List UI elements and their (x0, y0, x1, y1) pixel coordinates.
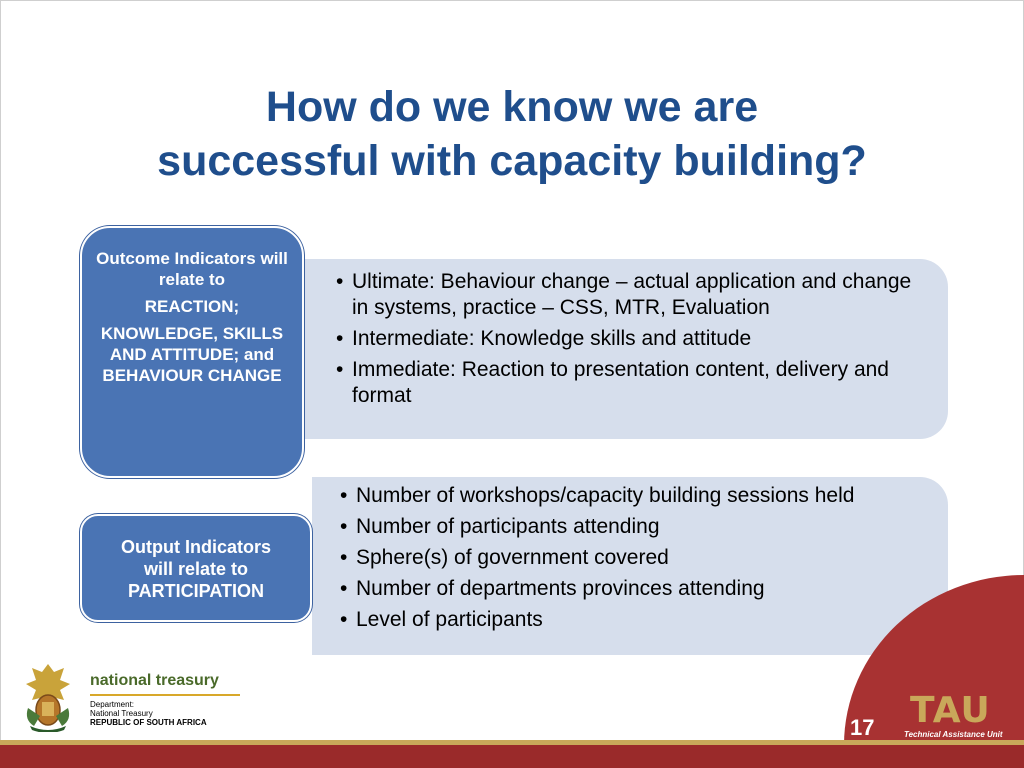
output-bullet-participants: • Number of participants attending (340, 515, 660, 538)
outcome-label-line-1: Outcome Indicators will relate to (96, 249, 288, 289)
output-bullet-workshops: • Number of workshops/capacity building sessions held (340, 484, 855, 507)
outcome-bullet-ultimate: • Ultimate: Behaviour change – actual application and change in systems, practice – CSS, MTR, Evaluation (336, 270, 912, 319)
output-indicators-label (80, 514, 312, 622)
outcome-bullets-box (220, 259, 948, 439)
department-text: Department: National Treasury REPUBLIC OF SOUTH AFRICA (90, 700, 207, 727)
slide-title (40, 80, 984, 188)
outcome-indicators-label (80, 226, 304, 478)
title-line-2: successful with capacity building? (157, 137, 867, 185)
outcome-bullet-list (334, 269, 924, 414)
footer-band (0, 745, 1024, 768)
national-treasury-logo (20, 660, 220, 730)
outcome-bullet-immediate: • Immediate: Reaction to presentation content, delivery and format (336, 358, 889, 407)
output-bullet-spheres: • Sphere(s) of government covered (340, 546, 669, 569)
coat-of-arms-icon (20, 660, 76, 732)
tau-subtitle: Technical Assistance Unit (904, 730, 1003, 739)
output-bullet-list (338, 483, 928, 638)
output-label-line-2: will relate to (143, 559, 249, 579)
page-number: 17 (850, 715, 875, 740)
outcome-bullet-intermediate: • Intermediate: Knowledge skills and attitude (336, 327, 752, 350)
output-bullets-box (312, 477, 948, 655)
output-bullet-departments: • Number of departments provinces attending (340, 577, 765, 600)
outcome-label-line-3: KNOWLEDGE, SKILLS AND ATTITUDE; and BEHAVIOUR CHANGE (100, 324, 284, 385)
output-label-line-3: PARTICIPATION (128, 581, 264, 601)
output-bullet-level: • Level of participants (340, 608, 543, 631)
national-treasury-name: national treasury (90, 672, 219, 689)
title-line-1: How do we know we are (265, 83, 759, 131)
output-label-line-1: Output Indicators (121, 537, 271, 557)
tau-logo (900, 690, 1010, 740)
logo-divider (90, 694, 240, 696)
tau-name: TAU (910, 690, 991, 731)
outcome-label-line-2: REACTION; (144, 297, 240, 316)
